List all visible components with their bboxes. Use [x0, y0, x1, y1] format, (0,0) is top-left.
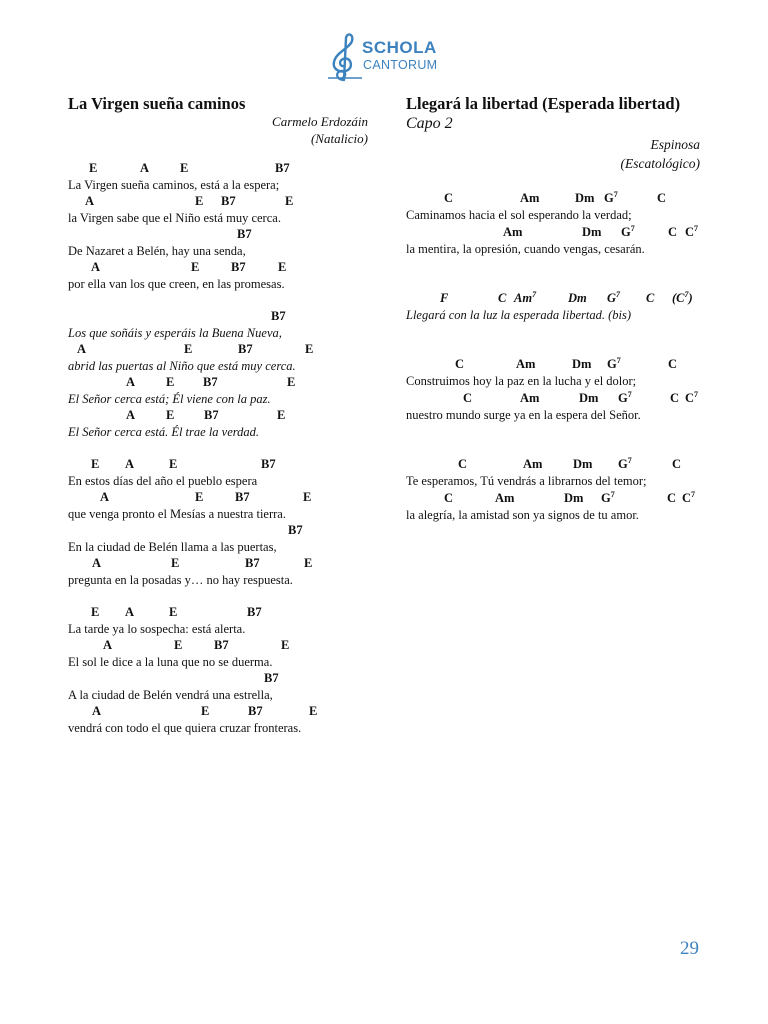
chord: B7: [214, 638, 229, 652]
verse-line: [68, 408, 368, 441]
chord: E: [166, 408, 175, 422]
chord-extension: 7: [627, 390, 632, 399]
chord: E: [195, 490, 204, 504]
chord: C: [458, 457, 468, 471]
lyric-line: La Virgen sueña caminos, está a la espera;: [68, 178, 280, 192]
chord: A: [126, 375, 136, 389]
chord-extension: 7: [694, 390, 699, 399]
chord: Am: [516, 357, 536, 371]
song-author: Carmelo Erdozáin: [272, 114, 368, 129]
lyric-line: abrid las puertas al Niño que está muy cerca.: [68, 359, 296, 373]
lyric-line: Llegará con la luz la esperada libertad. (bis): [406, 308, 631, 322]
chord: C: [444, 191, 454, 205]
chord: E: [304, 556, 313, 570]
chord-extension: 7: [616, 356, 621, 365]
song-category: (Natalicio): [310, 130, 368, 146]
chord: Am: [520, 191, 540, 205]
verse-line: [406, 389, 706, 423]
verse-line: [68, 490, 368, 523]
verse-line: [406, 455, 706, 489]
chord: [685, 391, 698, 405]
lyric-line: vendrá con todo el que quiera cruzar fronteras.: [68, 721, 302, 735]
song-category: (Escatológico): [620, 156, 700, 171]
chorus-stanza: [406, 289, 706, 323]
chord: [604, 191, 618, 205]
chord: C: [444, 491, 454, 505]
chord: E: [191, 260, 200, 274]
chord: E: [303, 490, 312, 504]
lyric-line: A la ciudad de Belén vendrá una estrella,: [68, 688, 273, 702]
chord: [514, 291, 536, 305]
chord-extension: 7: [532, 290, 537, 299]
chord: C: [657, 191, 667, 205]
stanza: [68, 457, 368, 589]
chord-extension: 7: [627, 456, 632, 465]
chord: B7: [275, 161, 290, 175]
chord: A: [126, 408, 136, 422]
chord: A: [92, 556, 102, 570]
chord: A: [100, 490, 110, 504]
chord: E: [174, 638, 183, 652]
chord: B7: [235, 490, 250, 504]
chord: E: [287, 375, 296, 389]
chord: [618, 391, 632, 405]
chord-extension: 7: [694, 224, 699, 233]
chord: [618, 457, 632, 471]
chord: E: [184, 342, 193, 356]
lyric-line: La tarde ya lo sospecha: está alerta.: [68, 622, 246, 636]
chord: C: [498, 291, 507, 305]
song-left-column: [68, 94, 368, 753]
chord: A: [91, 260, 101, 274]
chord: E: [91, 605, 100, 619]
chord-root: C: [685, 391, 695, 405]
chord: A: [125, 605, 135, 619]
chord: Dm: [573, 457, 593, 471]
chord-extension: 7: [616, 290, 621, 299]
lyric-line: por ella van los que creen, en las promesas.: [68, 277, 285, 291]
chord: [575, 191, 594, 205]
logo-schola-text: SCHOLA: [362, 38, 437, 57]
verse-line: [68, 605, 368, 638]
chord: A: [85, 194, 95, 208]
chord: B7: [237, 227, 252, 241]
chord-extension: 7: [613, 190, 618, 199]
lyric-line: pregunta en la posadas y… no hay respuesta.: [68, 573, 293, 587]
lyric-line: que venga pronto el Mesías a nuestra tierra.: [68, 507, 286, 521]
chord: B7: [221, 194, 236, 208]
chord: A: [92, 704, 102, 718]
chord-extension: 7: [684, 290, 689, 299]
chord: C: [646, 291, 655, 305]
chord-root: G: [618, 391, 628, 405]
chord-extension: 7: [610, 490, 615, 499]
song-title: La Virgen sueña caminos: [68, 94, 246, 113]
verse-line: [68, 342, 368, 375]
chord-root: G: [621, 225, 631, 239]
chord: Am: [495, 491, 515, 505]
lyric-line: la Virgen sabe que el Niño está muy cerca.: [68, 211, 281, 225]
chord: E: [278, 260, 287, 274]
chord-root: C: [682, 491, 692, 505]
chord-extension: 7: [630, 224, 635, 233]
chord: [685, 225, 698, 239]
verse-line: [68, 457, 368, 490]
lyric-line: En la ciudad de Belén llama a las puertas,: [68, 540, 277, 554]
lyric-line: En estos días del año el pueblo espera: [68, 474, 258, 488]
chord: E: [201, 704, 210, 718]
lyric-line: El Señor cerca está. Él trae la verdad.: [68, 425, 260, 439]
chord: Dm: [579, 391, 599, 405]
chord: Am: [520, 391, 540, 405]
lyric-line: Construimos hoy la paz en la lucha y el dolor;: [406, 374, 637, 388]
chord: E: [89, 161, 98, 175]
chord-root: C: [685, 225, 695, 239]
chord-root: G: [604, 191, 614, 205]
chord: E: [169, 605, 178, 619]
chord: B7: [271, 309, 286, 323]
verse-line: [68, 704, 368, 737]
chord: Dm: [564, 491, 584, 505]
logo-cantorum-text: CANTORUM: [363, 58, 438, 72]
chord-root: G: [618, 457, 628, 471]
chord: E: [195, 194, 204, 208]
chord: B7: [248, 704, 263, 718]
chord: A: [103, 638, 113, 652]
chord: E: [91, 457, 100, 471]
lyric-line: De Nazaret a Belén, hay una senda,: [68, 244, 246, 258]
verse-line: [406, 489, 706, 523]
chord-root: G: [607, 291, 617, 305]
treble-clef-icon: [328, 32, 362, 84]
verse-line: [68, 260, 368, 293]
song-author: Espinosa: [650, 137, 700, 152]
verse-line: [406, 189, 706, 223]
chord: [607, 357, 621, 371]
chord-root: G: [607, 357, 617, 371]
verse-line: [68, 161, 368, 194]
chord: Am: [503, 225, 523, 239]
chord: C: [455, 357, 465, 371]
stanza: [406, 455, 706, 523]
chord: C: [463, 391, 473, 405]
stanza: [406, 355, 706, 423]
verse-line: [68, 556, 368, 589]
chord-extension: 7: [691, 490, 696, 499]
chord: C: [670, 391, 680, 405]
chord: C: [672, 457, 682, 471]
verse-line: [68, 523, 368, 556]
chord: B7: [204, 408, 219, 422]
verse-line: [68, 227, 368, 260]
lyric-line: Los que soñáis y esperáis la Buena Nueva,: [68, 326, 282, 340]
chord: [621, 225, 635, 239]
chord: E: [277, 408, 286, 422]
chord: [682, 491, 695, 505]
chord: B7: [264, 671, 279, 685]
verse-line: [406, 223, 706, 257]
verse-line: [68, 638, 368, 671]
chord: B7: [238, 342, 253, 356]
chord: A: [125, 457, 135, 471]
verse-line: [68, 375, 368, 408]
chord: E: [171, 556, 180, 570]
chord-root: G: [601, 491, 611, 505]
lyric-line: El Señor cerca está; Él viene con la paz.: [68, 392, 271, 406]
chord: E: [166, 375, 175, 389]
chord: [601, 491, 615, 505]
chord: C: [668, 225, 678, 239]
chord: [607, 291, 620, 305]
chord: B7: [247, 605, 262, 619]
chord: F: [440, 291, 449, 305]
verse-line: [406, 355, 706, 389]
chord-root: (C: [672, 291, 685, 305]
lyric-line: la mentira, la opresión, cuando vengas, cesarán.: [406, 242, 645, 256]
chord: E: [305, 342, 314, 356]
stanza: [68, 605, 368, 737]
lyric-line: nuestro mundo surge ya en la espera del Señor.: [406, 408, 641, 422]
chord: C: [668, 357, 678, 371]
chord: Dm: [568, 291, 587, 305]
chorus-stanza: [68, 309, 368, 441]
song-title: Llegará la libertad (Esperada libertad): [406, 94, 681, 113]
chord: E: [281, 638, 290, 652]
chord: B7: [231, 260, 246, 274]
chord: E: [309, 704, 318, 718]
chord: E: [169, 457, 178, 471]
chord: Dm: [572, 357, 592, 371]
chord: A: [140, 161, 150, 175]
chord: Dm: [582, 225, 602, 239]
verse-line: [68, 194, 368, 227]
stanza: [406, 189, 706, 257]
chord-paren: ): [688, 291, 693, 305]
stanza: [68, 161, 368, 293]
schola-cantorum-logo: [328, 32, 440, 84]
song-right-column: [406, 94, 706, 555]
chord: B7: [203, 375, 218, 389]
chord: E: [180, 161, 189, 175]
lyric-line: la alegría, la amistad son ya signos de tu amor.: [406, 508, 639, 522]
chord: B7: [261, 457, 276, 471]
chord: B7: [245, 556, 260, 570]
chord: [672, 291, 693, 305]
chord: B7: [288, 523, 303, 537]
lyric-line: El sol le dice a la luna que no se duerma.: [68, 655, 273, 669]
verse-line: [406, 289, 706, 323]
chord: A: [77, 342, 87, 356]
song-capo: Capo 2: [406, 115, 453, 132]
chord: C: [667, 491, 677, 505]
verse-line: [68, 309, 368, 342]
verse-line: [68, 671, 368, 704]
lyric-line: Te esperamos, Tú vendrás a librarnos del temor;: [406, 474, 647, 488]
chord: E: [285, 194, 294, 208]
chord: Am: [523, 457, 543, 471]
page-number: 29: [680, 938, 699, 959]
chord-root: Am: [514, 291, 533, 305]
chord-root: Dm: [575, 191, 595, 205]
lyric-line: Caminamos hacia el sol esperando la verdad;: [406, 208, 632, 222]
